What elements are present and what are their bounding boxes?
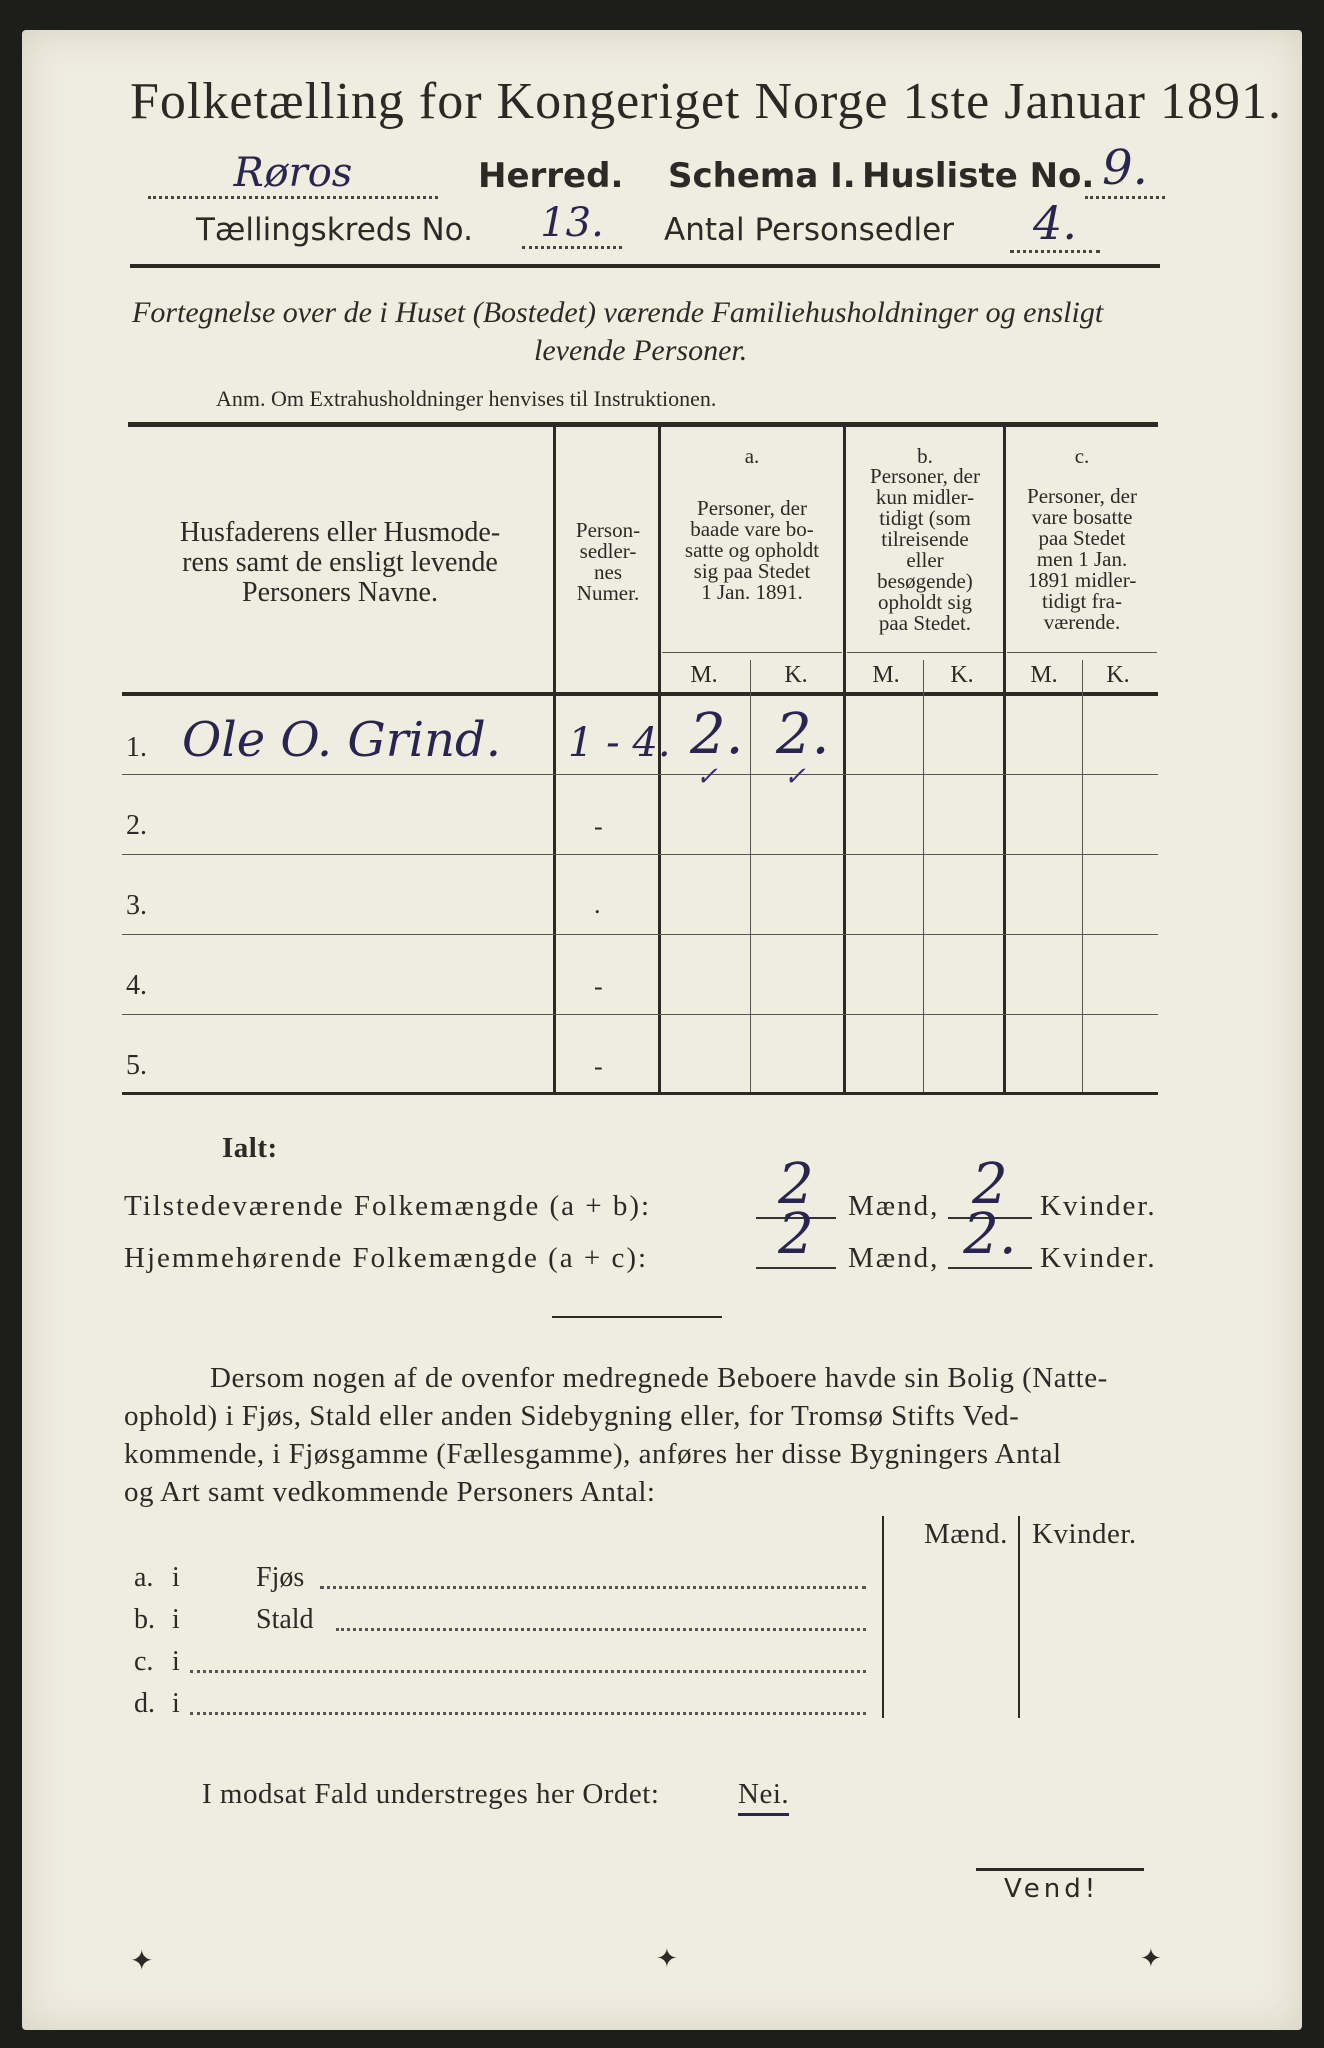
b-k-label: K. <box>950 662 974 688</box>
col-divider-b <box>1003 426 1006 1094</box>
building-row-i: i <box>172 1646 180 1677</box>
col-header-a-letter: a. <box>744 444 760 468</box>
ialt-label: Ialt: <box>222 1132 278 1164</box>
personsedler-field <box>1010 196 1100 253</box>
building-row-dots <box>190 1712 866 1715</box>
hjemme-maend-value: 2 <box>756 1202 836 1269</box>
hjemme-label: Hjemmehørende Folkemængde (a + c): <box>124 1242 649 1274</box>
col-divider-b-mk <box>923 660 924 1092</box>
hjemme-kvinder-word: Kvinder. <box>1040 1242 1157 1274</box>
building-text-line-3: kommende, i Fjøsgamme (Fællesgamme), anføres her disse Bygningers Antal <box>124 1438 1062 1470</box>
taellingskreds-field <box>522 200 622 249</box>
schema-label: Schema I. <box>668 156 856 196</box>
building-row-dots <box>190 1670 866 1673</box>
section-divider <box>552 1316 722 1318</box>
row-a-m: 2. <box>690 702 744 767</box>
building-row-i: i <box>172 1604 180 1635</box>
row-number: 4. <box>126 970 147 1001</box>
a-m-label: M. <box>690 662 718 688</box>
row-numer: . <box>594 890 601 919</box>
tilstede-maend-word: Mænd, <box>848 1190 940 1222</box>
check-mark-icon: ✓ <box>784 762 806 792</box>
c-k-label: K. <box>1106 662 1130 688</box>
census-form-page <box>22 30 1302 2030</box>
building-row-letter: a. <box>134 1562 154 1593</box>
row-numer: - <box>594 972 603 1001</box>
personsedler-value: 4. <box>1010 196 1100 253</box>
modsat-text: I modsat Fald understreges her Ordet: <box>202 1778 660 1810</box>
building-row-label: Stald <box>256 1604 314 1635</box>
col-b-sub-rule <box>847 652 1003 653</box>
row-name: Ole O. Grind. <box>182 712 501 768</box>
taellingskreds-value: 13. <box>522 200 622 249</box>
hjemme-kvinder-value: 2. <box>948 1202 1032 1269</box>
col-header-c-letter: c. <box>1074 444 1090 468</box>
row-number: 2. <box>126 810 147 841</box>
tilstede-label: Tilstedeværende Folkemængde (a + b): <box>124 1190 652 1222</box>
nei-word: Nei. <box>738 1778 789 1816</box>
building-maend-header: Mænd. <box>924 1518 1008 1550</box>
building-text-line-1: Dersom nogen af de ovenfor medregnede Beboere havde sin Bolig (Natte- <box>210 1362 1108 1394</box>
tilstede-kvinder-word: Kvinder. <box>1040 1190 1157 1222</box>
col-header-b-letter: b. <box>917 444 933 468</box>
building-text-line-4: og Art samt vedkommende Personers Antal: <box>124 1476 656 1508</box>
row-number: 3. <box>126 890 147 921</box>
building-row-label: Fjøs <box>256 1562 305 1593</box>
herred-value: Røros <box>148 150 438 199</box>
building-row-letter: d. <box>134 1688 155 1719</box>
vend-rule <box>976 1868 1144 1871</box>
c-m-label: M. <box>1030 662 1058 688</box>
husliste-field <box>1085 140 1165 199</box>
intro-line-1: Fortegnelse over de i Huset (Bostedet) værende Familiehusholdninger og ensligt <box>132 296 1104 329</box>
row-rule-3 <box>122 934 1158 935</box>
building-kvinder-header: Kvinder. <box>1032 1518 1137 1550</box>
row-rule-1 <box>122 774 1158 775</box>
building-col-divider-2 <box>1018 1516 1020 1718</box>
taellingskreds-label: Tællingskreds No. <box>196 212 473 248</box>
tilstede-maend-value: 2 <box>756 1152 836 1219</box>
row-number: 5. <box>126 1050 147 1081</box>
tilstede-kvinder-value: 2 <box>948 1152 1032 1219</box>
husliste-value: 9. <box>1085 140 1165 199</box>
col-header-numer: Person- sedler- nes Numer. <box>575 518 641 605</box>
col-header-b: Personer, der kun midler- tidigt (som tilreisende eller besøgende) opholdt sig paa Stedet. <box>870 464 980 635</box>
building-row-letter: c. <box>134 1646 154 1677</box>
husliste-label: Husliste No. <box>862 156 1095 196</box>
row-rule-2 <box>122 854 1158 855</box>
building-row-i: i <box>172 1562 180 1593</box>
row-rule-4 <box>122 1014 1158 1015</box>
col-header-a: Personer, der baade vare bo- satte og opholdt sig paa Stedet 1 Jan. 1891. <box>684 496 820 604</box>
intro-line-2: levende Personer. <box>534 334 748 367</box>
col-header-c: Personer, der vare bosatte paa Stedet men 1 Jan. 1891 midler- tidigt fra- værende. <box>1027 484 1137 634</box>
registration-mark-center-icon: ✦ <box>656 1944 678 1974</box>
col-divider-a-mk <box>750 660 751 1092</box>
registration-mark-right-icon: ✦ <box>1140 1944 1162 1974</box>
building-row-i: i <box>172 1688 180 1719</box>
building-row-letter: b. <box>134 1604 155 1635</box>
row-number: 1. <box>126 732 147 763</box>
col-c-sub-rule <box>1007 652 1157 653</box>
col-divider-a <box>843 426 846 1094</box>
b-m-label: M. <box>872 662 900 688</box>
header-rule <box>130 264 1160 268</box>
col-header-name: Husfaderens eller Husmode- rens samt de ensligt levende Personers Navne. <box>179 517 501 608</box>
building-row-dots <box>336 1628 866 1631</box>
hjemme-maend-word: Mænd, <box>848 1242 940 1274</box>
building-col-divider-1 <box>882 1516 884 1718</box>
row-numer: - <box>594 1052 603 1081</box>
a-k-label: K. <box>784 662 808 688</box>
herred-field <box>148 150 438 199</box>
vend-text: Vend! <box>1004 1874 1100 1904</box>
herred-label: Herred. <box>478 156 624 196</box>
personsedler-label: Antal Personsedler <box>664 212 954 248</box>
building-text-line-2: ophold) i Fjøs, Stald eller anden Sidebygning eller, for Tromsø Stifts Ved- <box>124 1400 1020 1432</box>
registration-mark-left-icon: ✦ <box>130 1944 154 1977</box>
check-mark-icon: ✓ <box>696 762 718 792</box>
col-divider-c-mk <box>1082 660 1083 1092</box>
col-divider-name <box>553 426 556 1094</box>
building-row-dots <box>320 1586 866 1589</box>
row-a-k: 2. <box>776 702 830 767</box>
form-title: Folketælling for Kongeriget Norge 1ste Januar 1891. <box>130 73 1282 130</box>
anm-note: Anm. Om Extrahusholdninger henvises til Instruktionen. <box>216 386 717 411</box>
col-a-sub-rule <box>662 652 842 653</box>
row-numer: - <box>594 812 603 841</box>
row-numer: 1 - 4. <box>568 720 671 766</box>
